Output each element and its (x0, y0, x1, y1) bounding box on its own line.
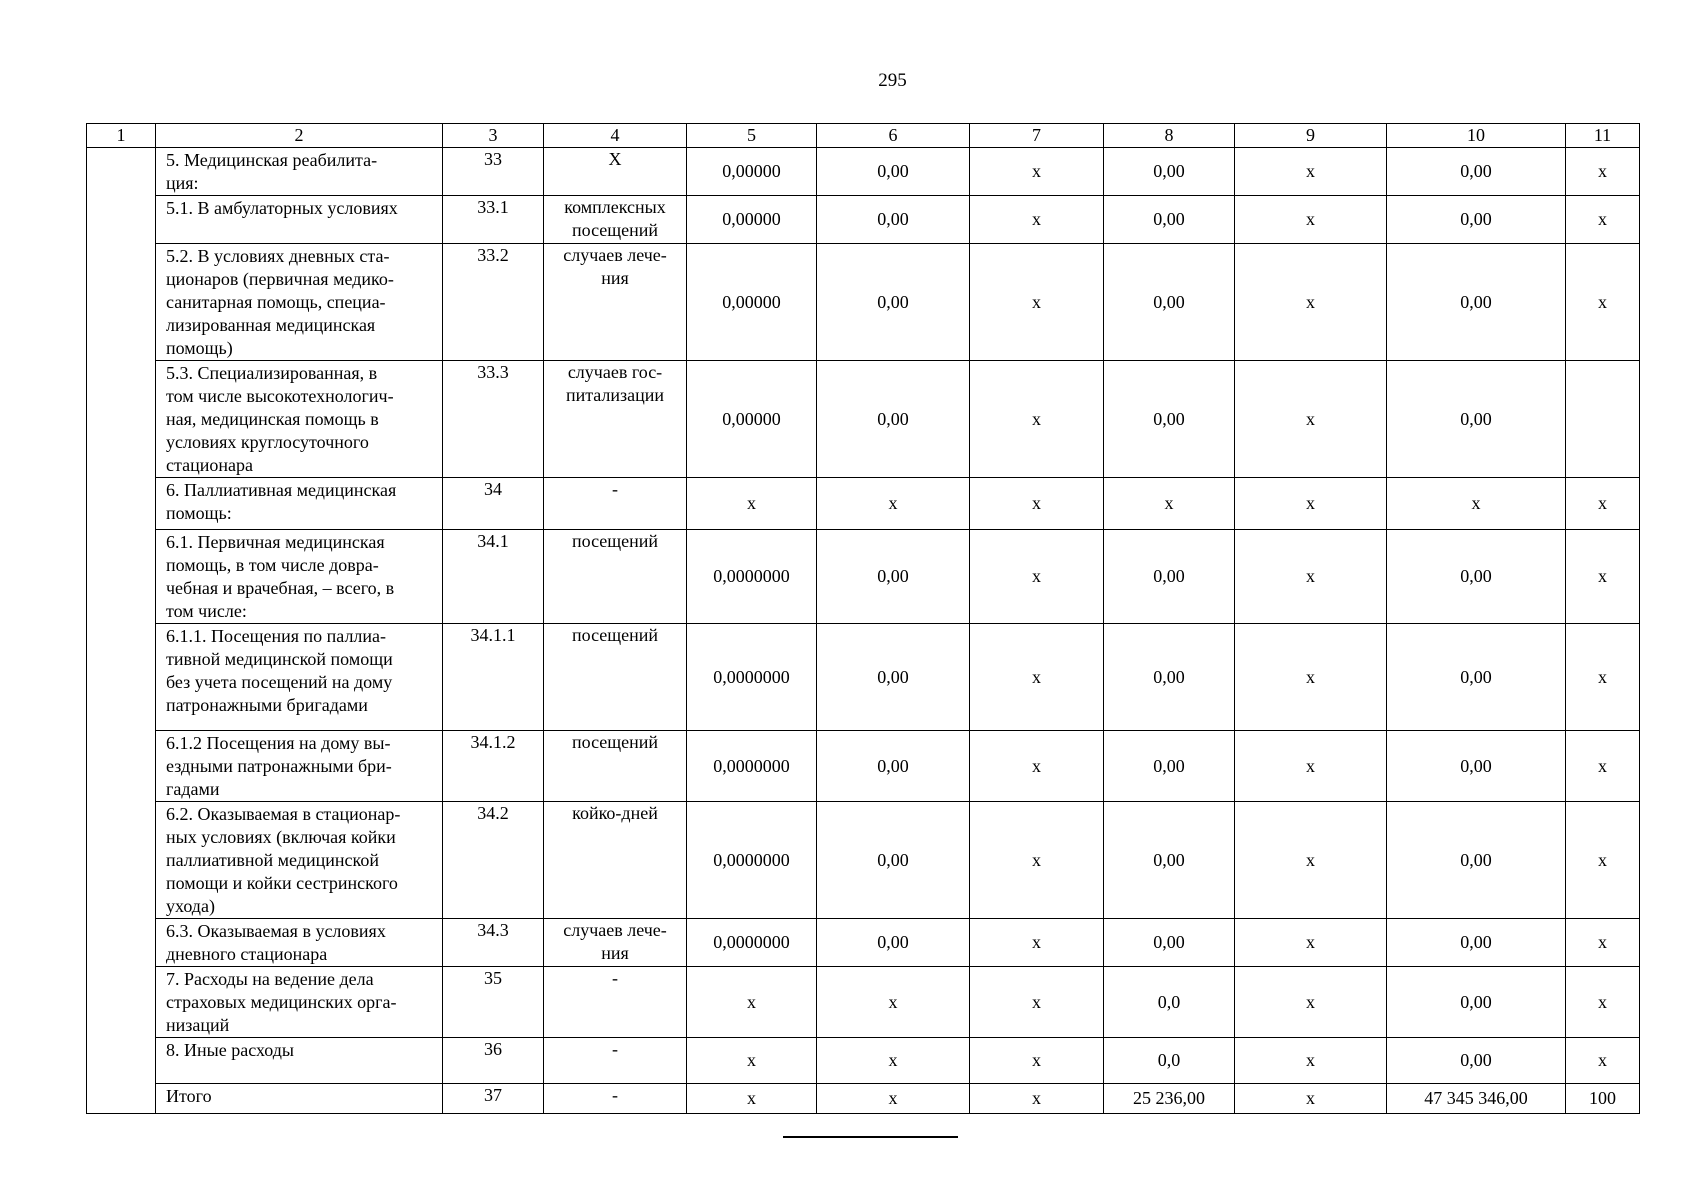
row-unit: посещений (544, 530, 687, 624)
cell-col-11: 100 (1566, 1084, 1640, 1114)
cell-col-9: х (1235, 624, 1387, 731)
column-number: 8 (1104, 124, 1235, 148)
cell-col-7: х (970, 244, 1104, 361)
row-code: 34.2 (443, 802, 544, 919)
cell-col-8: 0,00 (1104, 919, 1235, 967)
cell-col-9: х (1235, 802, 1387, 919)
cell-col-10: 0,00 (1387, 919, 1566, 967)
table-row (87, 624, 1640, 731)
row-code: 33.2 (443, 244, 544, 361)
cell-col-5: 0,0000000 (687, 802, 817, 919)
row-code: 35 (443, 967, 544, 1038)
cell-col-8: 0,00 (1104, 530, 1235, 624)
cell-col-6: 0,00 (817, 196, 970, 244)
cell-col-9: х (1235, 361, 1387, 478)
cell-col-8: 0,00 (1104, 802, 1235, 919)
cell-col-7: х (970, 196, 1104, 244)
cell-col-7: х (970, 624, 1104, 731)
column-number: 2 (156, 124, 443, 148)
table-row (87, 244, 1640, 361)
cell-col-8: 0,00 (1104, 244, 1235, 361)
page-number: 295 (878, 70, 907, 91)
row-name: 5. Медицинская реабилита- ция: (156, 148, 443, 196)
table-row (87, 967, 1640, 1038)
cell-col-11: х (1566, 1038, 1640, 1084)
cell-col-5: 0,00000 (687, 244, 817, 361)
cell-col-6: 0,00 (817, 361, 970, 478)
cell-col-10: 0,00 (1387, 530, 1566, 624)
cell-col-6: 0,00 (817, 802, 970, 919)
cell-col-5: 0,00000 (687, 196, 817, 244)
cell-col-11: х (1566, 244, 1640, 361)
cell-col-10: 47 345 346,00 (1387, 1084, 1566, 1114)
row-unit: посещений (544, 731, 687, 802)
cell-col-6: 0,00 (817, 148, 970, 196)
column-number: 7 (970, 124, 1104, 148)
table-row (87, 802, 1640, 919)
row-unit: комплексных посещений (544, 196, 687, 244)
table-row (87, 731, 1640, 802)
row-code: 33.1 (443, 196, 544, 244)
row-name: 6.3. Оказываемая в условиях дневного стационара (156, 919, 443, 967)
cell-col-8: 0,00 (1104, 361, 1235, 478)
row-code: 33.3 (443, 361, 544, 478)
table-row (87, 1084, 1640, 1114)
cell-col-10: 0,00 (1387, 244, 1566, 361)
cell-col-10: 0,00 (1387, 967, 1566, 1038)
column-number: 1 (87, 124, 156, 148)
cell-col-8: 0,00 (1104, 731, 1235, 802)
row-name: 6.2. Оказываемая в стационар- ных условиях (включая койки паллиативной медицинской помощи и койки сестринского ухода) (156, 802, 443, 919)
row-name: 5.1. В амбулаторных условиях (156, 196, 443, 244)
column-number: 6 (817, 124, 970, 148)
row-code: 36 (443, 1038, 544, 1084)
cell-col-6: х (817, 1038, 970, 1084)
cell-col-9: х (1235, 1084, 1387, 1114)
cell-col-8: 0,00 (1104, 196, 1235, 244)
cell-col-10: 0,00 (1387, 196, 1566, 244)
cell-col-10: 0,00 (1387, 802, 1566, 919)
table-row (87, 919, 1640, 967)
cell-col-10: 0,00 (1387, 624, 1566, 731)
cell-col-8: 0,00 (1104, 624, 1235, 731)
cell-col-7: х (970, 1038, 1104, 1084)
cell-col-6: х (817, 478, 970, 530)
table-row (87, 196, 1640, 244)
row-name: 6. Паллиативная медицинская помощь: (156, 478, 443, 530)
cell-col-5: х (687, 967, 817, 1038)
row-unit: - (544, 478, 687, 530)
cell-col-7: х (970, 530, 1104, 624)
cell-col-11: х (1566, 624, 1640, 731)
row-group-cell (87, 148, 156, 1114)
row-name: 8. Иные расходы (156, 1038, 443, 1084)
cell-col-9: х (1235, 148, 1387, 196)
cell-col-7: х (970, 731, 1104, 802)
cell-col-5: х (687, 478, 817, 530)
row-unit: - (544, 967, 687, 1038)
cell-col-11: х (1566, 919, 1640, 967)
row-code: 34.1.1 (443, 624, 544, 731)
cell-col-6: 0,00 (817, 530, 970, 624)
cell-col-11: х (1566, 802, 1640, 919)
row-code: 37 (443, 1084, 544, 1114)
cell-col-5: 0,00000 (687, 361, 817, 478)
cell-col-11: х (1566, 530, 1640, 624)
table-row (87, 530, 1640, 624)
cell-col-7: х (970, 478, 1104, 530)
row-unit: - (544, 1038, 687, 1084)
cell-col-8: 0,00 (1104, 148, 1235, 196)
cell-col-6: 0,00 (817, 244, 970, 361)
cell-col-11: х (1566, 148, 1640, 196)
cell-col-7: х (970, 1084, 1104, 1114)
cell-col-5: 0,0000000 (687, 731, 817, 802)
row-code: 33 (443, 148, 544, 196)
cell-col-10: 0,00 (1387, 361, 1566, 478)
cell-col-11: х (1566, 196, 1640, 244)
cell-col-9: х (1235, 530, 1387, 624)
cell-col-8: 25 236,00 (1104, 1084, 1235, 1114)
cell-col-7: х (970, 802, 1104, 919)
row-name: 6.1.1. Посещения по паллиа- тивной медицинской помощи без учета посещений на дому патронажными бригадами (156, 624, 443, 731)
column-number: 11 (1566, 124, 1640, 148)
row-name: 5.3. Специализированная, в том числе высокотехнологич- ная, медицинская помощь в условиях круглосуточного стационара (156, 361, 443, 478)
row-unit: посещений (544, 624, 687, 731)
cell-col-5: 0,0000000 (687, 919, 817, 967)
cell-col-9: х (1235, 244, 1387, 361)
row-name: 7. Расходы на ведение дела страховых медицинских орга- низаций (156, 967, 443, 1038)
cell-col-9: х (1235, 478, 1387, 530)
column-number: 9 (1235, 124, 1387, 148)
row-unit: случаев лече- ния (544, 244, 687, 361)
row-code: 34.3 (443, 919, 544, 967)
cell-col-5: 0,0000000 (687, 624, 817, 731)
row-name: Итого (156, 1084, 443, 1114)
row-name: 5.2. В условиях дневных ста- ционаров (первичная медико- санитарная помощь, специа- лизированная медицинская помощь) (156, 244, 443, 361)
row-unit: - (544, 1084, 687, 1114)
cell-col-5: 0,00000 (687, 148, 817, 196)
column-number: 3 (443, 124, 544, 148)
column-number: 5 (687, 124, 817, 148)
cell-col-9: х (1235, 967, 1387, 1038)
cell-col-7: х (970, 361, 1104, 478)
column-number: 4 (544, 124, 687, 148)
cell-col-11 (1566, 361, 1640, 478)
cell-col-9: х (1235, 919, 1387, 967)
cell-col-7: х (970, 967, 1104, 1038)
row-code: 34.1.2 (443, 731, 544, 802)
row-code: 34.1 (443, 530, 544, 624)
cell-col-10: х (1387, 478, 1566, 530)
cell-col-9: х (1235, 731, 1387, 802)
cell-col-9: х (1235, 196, 1387, 244)
cell-col-6: 0,00 (817, 731, 970, 802)
row-unit: койко-дней (544, 802, 687, 919)
cell-col-11: х (1566, 478, 1640, 530)
cell-col-8: 0,0 (1104, 967, 1235, 1038)
cell-col-11: х (1566, 731, 1640, 802)
header-row (87, 124, 1640, 148)
cell-col-6: х (817, 1084, 970, 1114)
row-unit: случаев лече- ния (544, 919, 687, 967)
table-row (87, 478, 1640, 530)
row-name: 6.1. Первичная медицинская помощь, в том числе довра- чебная и врачебная, – всего, в том числе: (156, 530, 443, 624)
cell-col-5: х (687, 1038, 817, 1084)
cell-col-10: 0,00 (1387, 148, 1566, 196)
cell-col-6: 0,00 (817, 919, 970, 967)
cell-col-8: х (1104, 478, 1235, 530)
table-row (87, 361, 1640, 478)
data-table (86, 123, 1640, 1114)
cell-col-7: х (970, 919, 1104, 967)
table-row (87, 148, 1640, 196)
cell-col-5: х (687, 1084, 817, 1114)
cell-col-7: х (970, 148, 1104, 196)
cell-col-11: х (1566, 967, 1640, 1038)
cell-col-10: 0,00 (1387, 1038, 1566, 1084)
cell-col-8: 0,0 (1104, 1038, 1235, 1084)
row-unit: случаев гос- питализации (544, 361, 687, 478)
cell-col-10: 0,00 (1387, 731, 1566, 802)
footer-rule (783, 1136, 958, 1138)
row-code: 34 (443, 478, 544, 530)
cell-col-9: х (1235, 1038, 1387, 1084)
column-number: 10 (1387, 124, 1566, 148)
cell-col-6: 0,00 (817, 624, 970, 731)
cell-col-5: 0,0000000 (687, 530, 817, 624)
row-unit: Х (544, 148, 687, 196)
cell-col-6: х (817, 967, 970, 1038)
row-name: 6.1.2 Посещения на дому вы- ездными патронажными бри- гадами (156, 731, 443, 802)
table-row (87, 1038, 1640, 1084)
